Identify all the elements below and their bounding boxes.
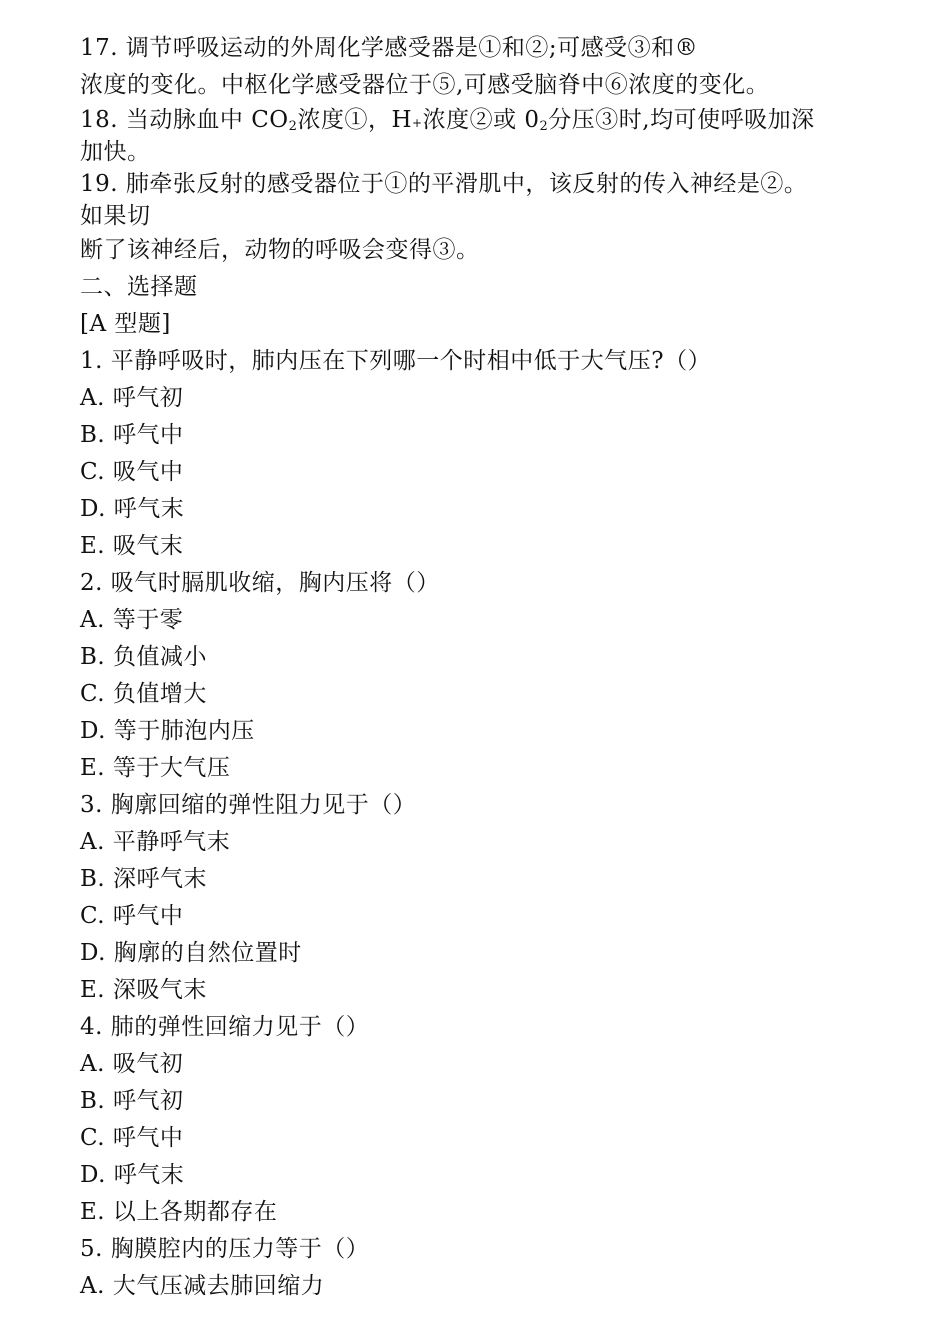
q18-subscript: + <box>412 116 423 130</box>
question-stem: 2. 吸气时膈肌收缩，胸内压将（） <box>80 570 440 596</box>
answer-option: D. 呼气末 <box>80 1162 185 1188</box>
q18-text: 分压③时,均可使呼吸加深 <box>548 107 815 133</box>
answer-option: D. 等于肺泡内压 <box>80 718 255 744</box>
q18-text: 浓度①，H <box>297 107 412 133</box>
answer-option: A. 呼气初 <box>80 385 184 411</box>
question-stem: 3. 胸廓回缩的弹性阻力见于（） <box>80 792 417 818</box>
q18-subscript: 2 <box>539 119 549 134</box>
answer-option: E. 吸气末 <box>80 533 184 559</box>
document-page <box>80 30 940 1305</box>
answer-option: B. 负值减小 <box>80 644 208 670</box>
answer-option: E. 深吸气末 <box>80 977 207 1003</box>
q19-line-2: 如果切 <box>80 203 151 229</box>
answer-option: B. 呼气中 <box>80 422 184 448</box>
answer-option: D. 呼气末 <box>80 496 185 522</box>
q17-line-2: 浓度的变化。中枢化学感受器位于⑤,可感受脑脊中⑥浓度的变化。 <box>80 72 770 98</box>
answer-option: E. 等于大气压 <box>80 755 231 781</box>
q19-line-3: 断了该神经后，动物的呼吸会变得③。 <box>80 237 480 263</box>
answer-option: A. 吸气初 <box>80 1051 184 1077</box>
q17-line-1: 17. 调节呼吸运动的外周化学感受器是①和②;可感受③和® <box>80 35 699 61</box>
section-title: 二、选择题 <box>80 274 198 300</box>
question-stem: 4. 肺的弹性回缩力见于（） <box>80 1014 370 1040</box>
answer-option: A. 大气压减去肺回缩力 <box>80 1273 325 1299</box>
q18-text: 浓度②或 0 <box>422 107 540 133</box>
answer-option: C. 负值增大 <box>80 681 207 707</box>
answer-option: D. 胸廓的自然位置时 <box>80 940 302 966</box>
question-stem: 5. 胸膜腔内的压力等于（） <box>80 1236 370 1262</box>
question-type-label: [A 型题] <box>80 311 171 337</box>
q18-line-1 <box>80 104 940 136</box>
answer-option: E. 以上各期都存在 <box>80 1199 278 1225</box>
answer-option: B. 深呼气末 <box>80 866 208 892</box>
answer-option: B. 呼气初 <box>80 1088 184 1114</box>
answer-option: A. 平静呼气末 <box>80 829 231 855</box>
q18-text: 18. 当动脉血中 CO <box>80 107 289 133</box>
answer-option: A. 等于零 <box>80 607 184 633</box>
answer-option: C. 吸气中 <box>80 459 184 485</box>
question-stem: 1. 平静呼吸时，肺内压在下列哪一个时相中低于大气压?（） <box>80 348 712 374</box>
q19-line-1: 19. 肺牵张反射的感受器位于①的平滑肌中，该反射的传入神经是②。 <box>80 171 808 197</box>
q18-subscript: 2 <box>288 119 298 134</box>
answer-option: C. 呼气中 <box>80 903 184 929</box>
answer-option: C. 呼气中 <box>80 1125 184 1151</box>
q18-line-2: 加快。 <box>80 139 151 165</box>
